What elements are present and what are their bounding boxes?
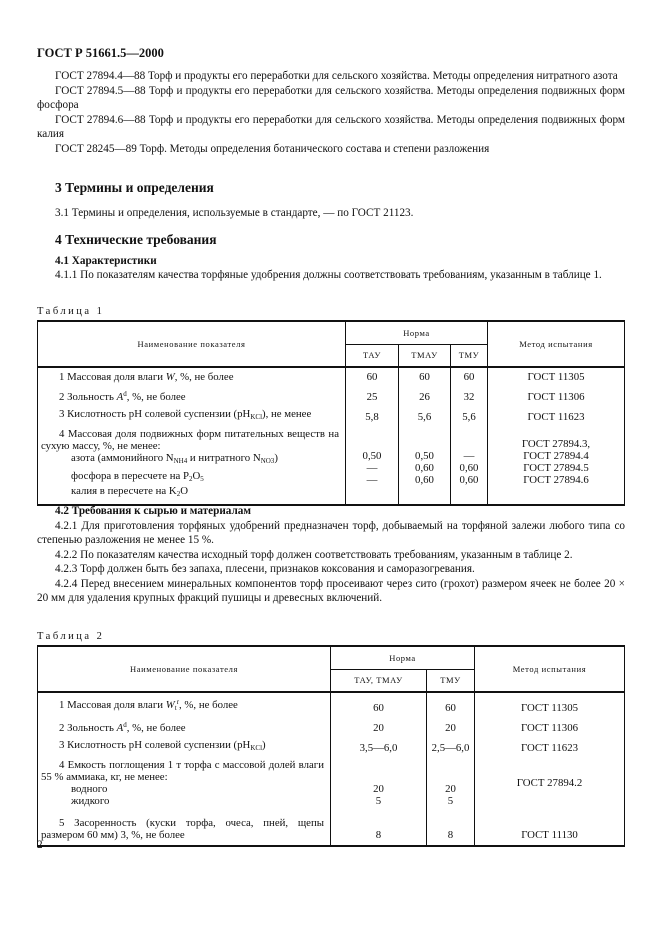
- cell: —: [366, 462, 378, 474]
- table-row: [38, 405, 625, 425]
- paragraph-4-1-1: 4.1.1 По показателям качества торфяные удобрения должны соответствовать требованиям, указанным в таблице 1.: [55, 269, 602, 281]
- header-tau-tmau: ТАУ, ТМАУ: [331, 669, 427, 692]
- symbol: W: [165, 371, 175, 383]
- cell: 5: [375, 795, 382, 807]
- row-label: ): [262, 739, 266, 751]
- superscript: d: [123, 390, 127, 398]
- paragraph-4-2-1: 4.2.1 Для приготовления торфяных удобрений предназначен торф, добываемый на торфяной залежи любого типа со степенью разложения не менее 15 %.: [37, 519, 625, 546]
- subscript: 2: [188, 475, 193, 483]
- table-row: [38, 756, 625, 809]
- row-label: 1 Массовая доля влаги: [59, 371, 166, 383]
- cell: 8: [427, 809, 475, 846]
- cell: 25: [346, 385, 399, 405]
- text: ): [274, 452, 278, 464]
- cell: 32: [451, 385, 488, 405]
- cell: 20: [427, 716, 475, 736]
- method-cell: ГОСТ 11306: [475, 716, 625, 736]
- row-label: 2 Зольность: [59, 722, 117, 734]
- cell: 20: [373, 783, 384, 795]
- document-header: ГОСТ Р 51661.5—2000: [37, 46, 164, 60]
- reference-item: ГОСТ 27894.4—88 Торф и продукты его переработки для сельского хозяйства. Методы определения нитратного азота: [55, 70, 618, 82]
- row-label: , %, не более: [174, 371, 234, 383]
- cell: 60: [427, 692, 475, 716]
- cell: 8: [331, 809, 427, 846]
- cell: 60: [331, 692, 427, 716]
- subsection-4-1-title: 4.1 Характеристики: [55, 254, 157, 267]
- cell: 60: [399, 367, 451, 385]
- method-cell: ГОСТ 11306: [488, 385, 625, 405]
- symbol: A: [116, 722, 124, 734]
- row-label: 3 Кислотность pH солевой суспензии (pH: [59, 739, 251, 751]
- section-3-title: 3 Термины и определения: [55, 180, 214, 195]
- header-norm: Норма: [346, 321, 488, 344]
- header-tmu: ТМУ: [451, 344, 488, 367]
- table-row: [38, 716, 625, 736]
- row-sublabel: [41, 470, 339, 485]
- row-label: 3 Кислотность pH солевой суспензии (pH: [59, 408, 251, 420]
- cell: 0,60: [459, 462, 479, 474]
- method-cell: ГОСТ 27894.3, ГОСТ 27894.4: [521, 438, 591, 462]
- text: азота (аммонийного N: [71, 452, 174, 464]
- header-name: Наименование показателя: [38, 321, 346, 367]
- header-tmau: ТМАУ: [399, 344, 451, 367]
- header-method: Метод испытания: [475, 646, 625, 692]
- paragraph-4-2-4: 4.2.4 Перед внесением минеральных компонентов торф просеивают через сито (грохот) размером ячеек не более 20 × 20 мм для удаления крупных фракций пушицы и древесных включений.: [37, 577, 625, 604]
- row-sublabel: жидкого: [71, 795, 110, 807]
- symbol: W: [165, 699, 175, 711]
- reference-item: ГОСТ 27894.6—88 Торф и продукты его переработки для сельского хозяйства. Методы определения подвижных форм калия: [37, 113, 625, 140]
- table-1-caption: Таблица 1: [37, 306, 105, 317]
- row-label: 2 Зольность: [59, 391, 117, 403]
- header-norm: Норма: [331, 646, 475, 669]
- subsection-4-2-title: 4.2 Требования к сырью и материалам: [55, 505, 251, 517]
- reference-item: ГОСТ 27894.5—88 Торф и продукты его переработки для сельского хозяйства. Методы определения подвижных форм фосфора: [37, 84, 625, 111]
- row-label: 4 Массовая доля подвижных форм питательных веществ на сухую массу, %, не менее:: [41, 428, 339, 452]
- subscript: 2: [176, 490, 181, 498]
- subscript: t: [174, 704, 177, 712]
- cell: 5,6: [399, 405, 451, 425]
- page-number: 2: [37, 839, 43, 851]
- row-sublabel: водного: [71, 783, 108, 795]
- cell: 5: [447, 795, 454, 807]
- table-row: [38, 385, 625, 405]
- cell: 5,6: [451, 405, 488, 425]
- text: O: [180, 485, 189, 497]
- paragraph-4-2-2: 4.2.2 По показателям качества исходный торф должен соответствовать требованиям, указанным в таблице 2.: [55, 548, 573, 561]
- cell: 20: [331, 716, 427, 736]
- table-row: [38, 809, 625, 846]
- subscript: 5: [200, 475, 204, 483]
- normative-references: [37, 69, 625, 156]
- cell: 60: [346, 367, 399, 385]
- cell: 2,5—6,0: [427, 736, 475, 756]
- method-cell: ГОСТ 27894.6: [523, 474, 589, 486]
- text: калия в пересчете на K: [71, 485, 177, 497]
- section-4-title: 4 Технические требования: [55, 232, 217, 247]
- row-label: , %, не более: [179, 699, 238, 711]
- paragraph-3-1: 3.1 Термины и определения, используемые в стандарте, — по ГОСТ 21123.: [55, 206, 414, 219]
- superscript: d: [123, 721, 127, 729]
- method-cell: ГОСТ 27894.5: [523, 462, 589, 474]
- method-cell: ГОСТ 11305: [488, 367, 625, 385]
- row-label: 4 Емкость поглощения 1 т торфа с массовой долей влаги 55 % аммиака, кг, не менее:: [41, 759, 324, 783]
- cell: —: [463, 450, 475, 462]
- row-label: ), не менее: [262, 408, 312, 420]
- cell: 5,8: [346, 405, 399, 425]
- header-tau: ТАУ: [346, 344, 399, 367]
- row-label: , %, не более: [126, 391, 186, 403]
- row-label: , %, не более: [126, 722, 186, 734]
- method-cell: ГОСТ 11130: [475, 809, 625, 846]
- cell: 0,50: [415, 450, 434, 462]
- header-tmu: ТМУ: [427, 669, 475, 692]
- cell: 0,60: [415, 474, 434, 486]
- subscript: KCl: [250, 744, 263, 752]
- symbol: A: [116, 391, 124, 403]
- subscript: KCl: [250, 413, 263, 421]
- superscript: r: [176, 698, 180, 706]
- header-name: Наименование показателя: [38, 646, 331, 692]
- cell: —: [366, 474, 378, 486]
- cell: 0,60: [415, 462, 434, 474]
- row-sublabel: [41, 485, 339, 500]
- cell: 26: [399, 385, 451, 405]
- table-row: [38, 367, 625, 385]
- text: фосфора в пересчете на P: [71, 470, 189, 482]
- subscript: NH4: [173, 457, 188, 465]
- cell: 60: [451, 367, 488, 385]
- table-row: [38, 692, 625, 716]
- cell: 0,50: [362, 450, 382, 462]
- method-cell: ГОСТ 27894.2: [516, 777, 583, 789]
- method-cell: ГОСТ 11623: [475, 736, 625, 756]
- method-cell: ГОСТ 11305: [475, 692, 625, 716]
- header-method: Метод испытания: [488, 321, 625, 367]
- subscript: NO3: [260, 457, 275, 465]
- row-label: 5 Засоренность (куски торфа, очеса, пней, щепы размером 60 мм) 3, %, не более: [41, 817, 324, 841]
- text: и нитратного N: [187, 452, 261, 464]
- cell: 0,60: [459, 474, 479, 486]
- cell: 20: [445, 783, 456, 795]
- text: O: [192, 470, 201, 482]
- table-row: [38, 736, 625, 756]
- table-2-caption: Таблица 2: [37, 631, 105, 642]
- method-cell: ГОСТ 11623: [488, 405, 625, 425]
- paragraph-4-2-3: 4.2.3 Торф должен быть без запаха, плесени, признаков коксования и саморазогревания.: [55, 563, 475, 575]
- row-sublabel: [41, 452, 339, 467]
- table-2: [37, 645, 625, 847]
- cell: 3,5—6,0: [331, 736, 427, 756]
- table-1: [37, 320, 625, 506]
- table-row: [38, 425, 625, 505]
- row-label: 1 Массовая доля влаги: [59, 699, 166, 711]
- reference-item: ГОСТ 28245—89 Торф. Методы определения ботанического состава и степени разложения: [55, 142, 490, 155]
